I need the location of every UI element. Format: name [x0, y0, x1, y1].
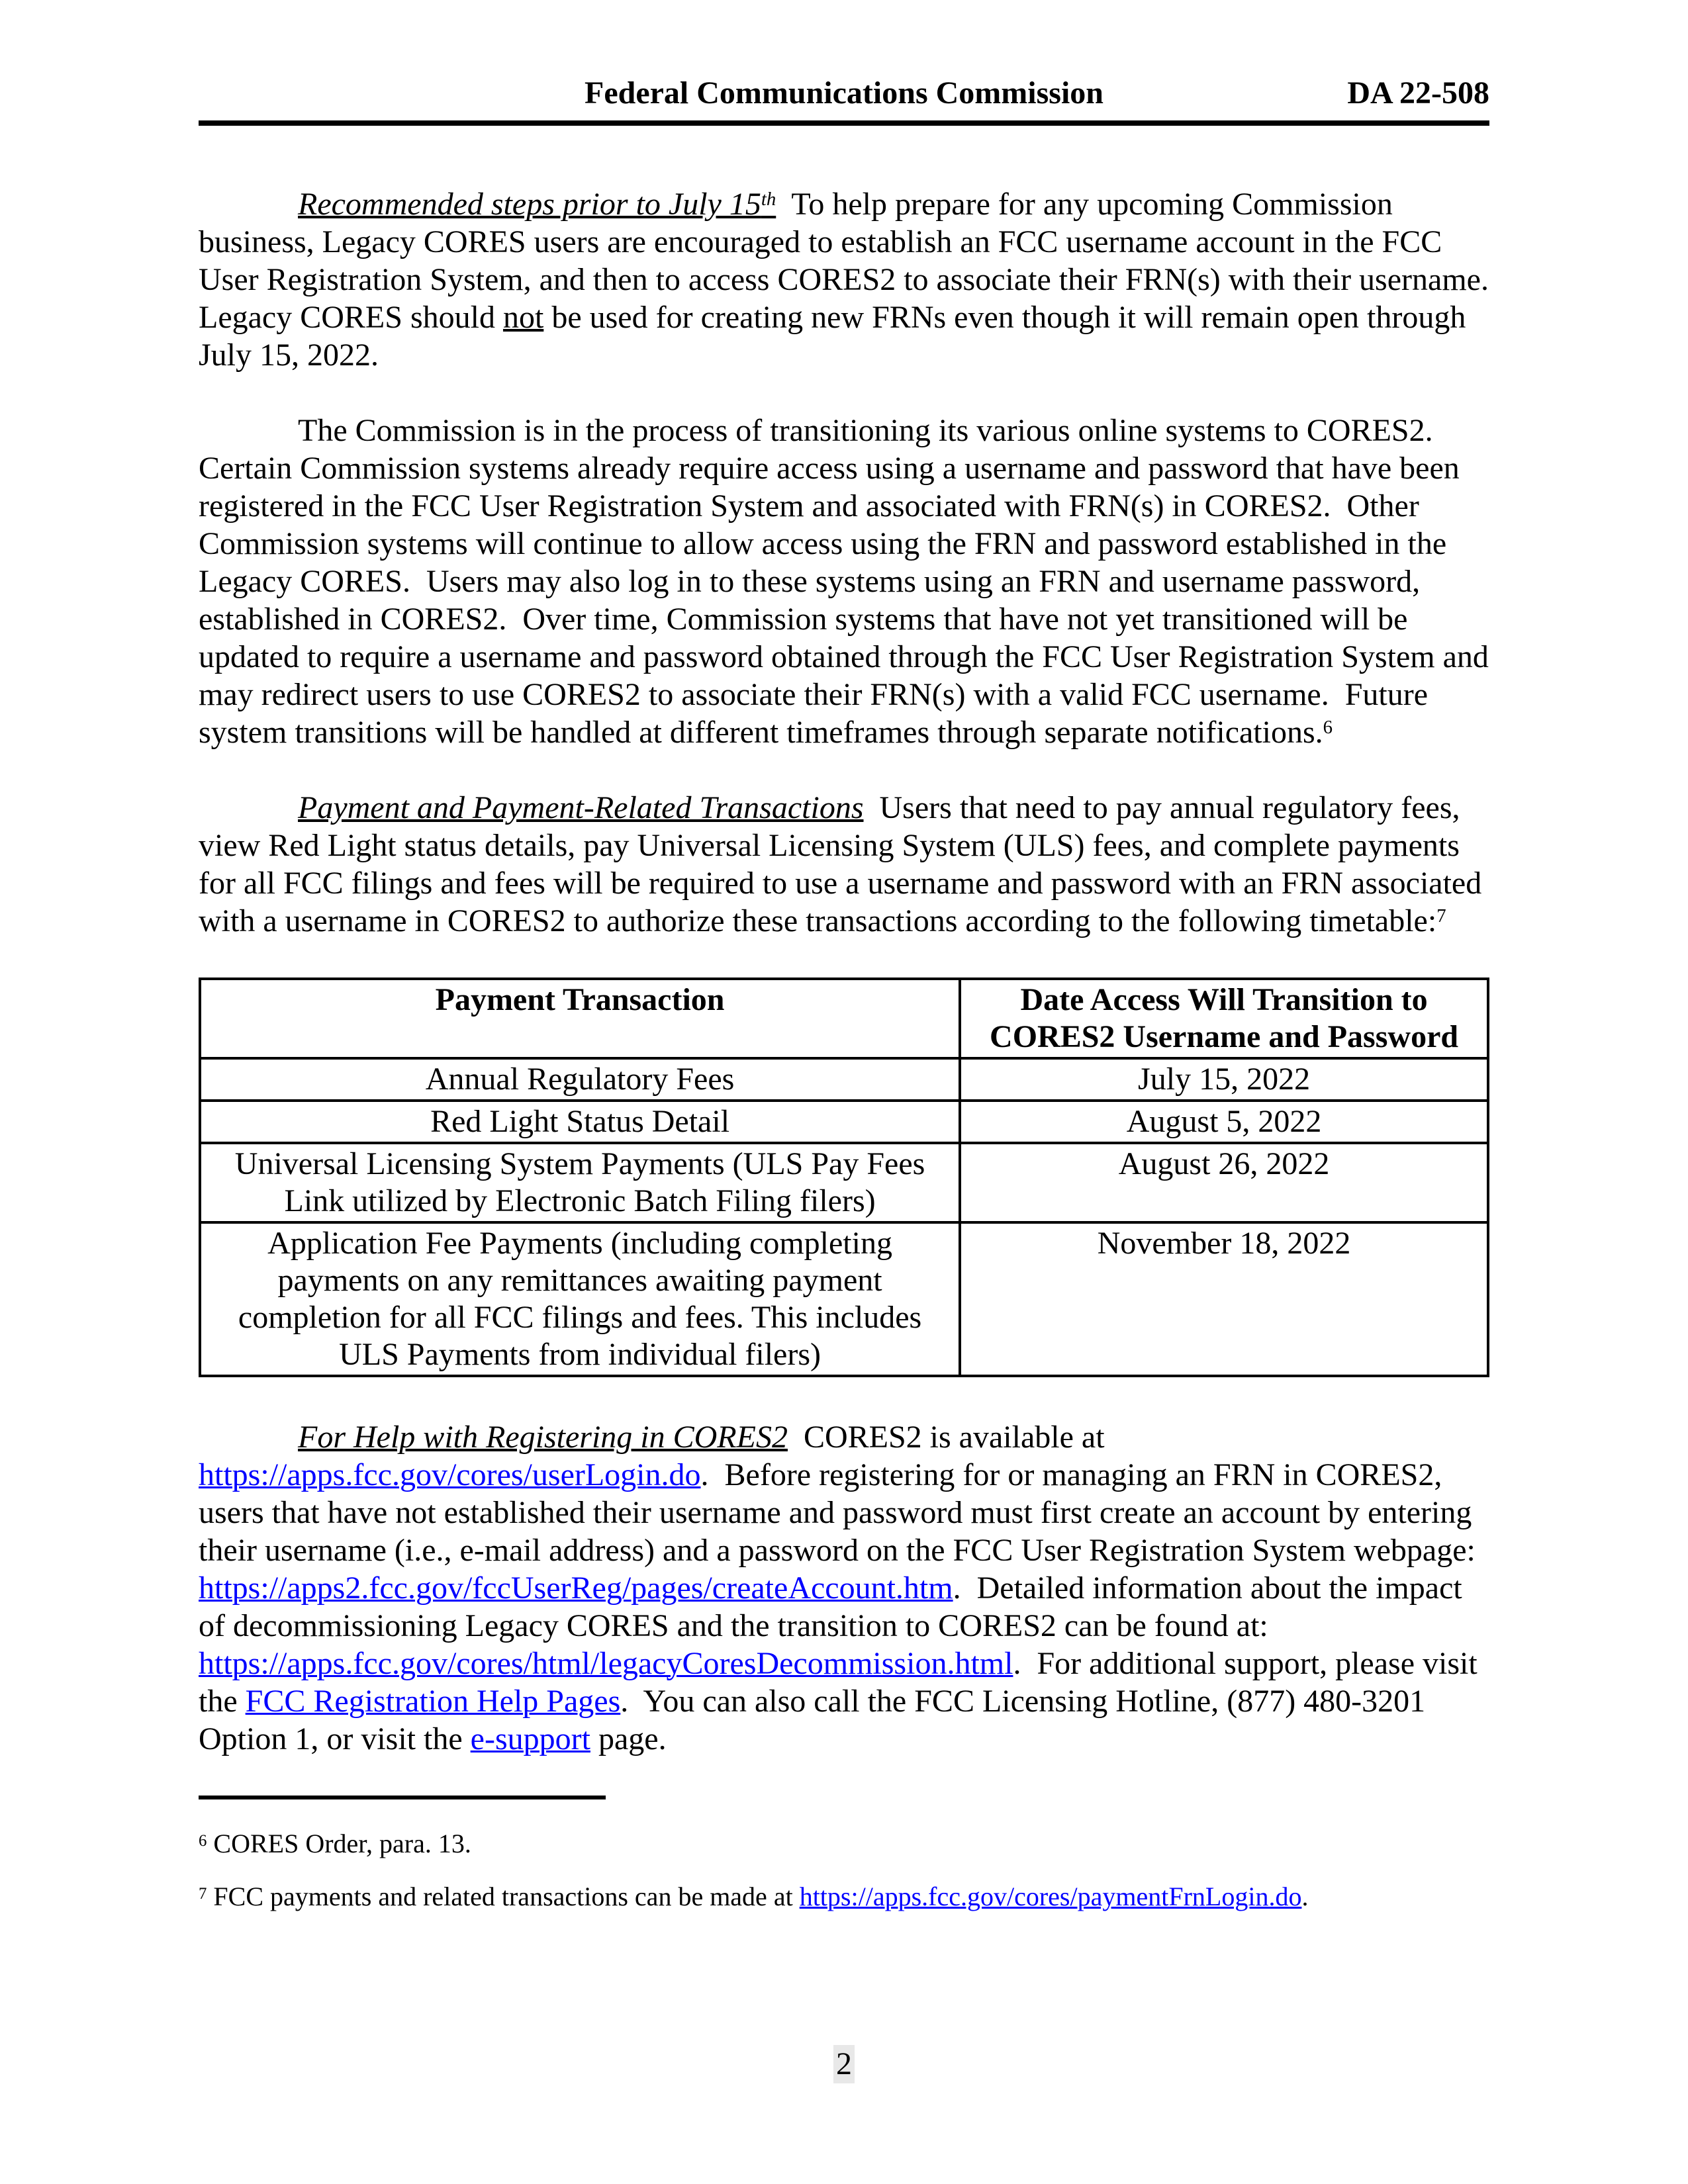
paragraph-lead-in [298, 187, 776, 222]
lead-in-text: Payment and Payment-Related Transactions [298, 790, 864, 825]
text-segment: CORES Order, para. 13. [207, 1829, 471, 1858]
text-segment: . Detailed information about the impact of decommissioning Legacy CORES and the transition to CORES2 can be found at: [199, 1570, 1470, 1643]
table-cell-transaction: Red Light Status Detail [200, 1101, 960, 1143]
hyperlink[interactable]: https://apps.fcc.gov/cores/userLogin.do [199, 1457, 701, 1492]
text-segment: . You can also call the FCC Licensing Hotline, (877) 480-3201 Option 1, or visit the [199, 1684, 1434, 1756]
hyperlink[interactable]: https://apps.fcc.gov/cores/paymentFrnLogin.do [799, 1882, 1302, 1911]
text-segment: CORES2 is available at [787, 1420, 1113, 1455]
text-segment: The Commission is in the process of transitioning its various online systems to CORES2. Certain Commission systems already require access using a username and password that have been registered in the FCC User Registration System and associated with FRN(s) in CORES2. Other Commission systems will continue to allow access using the FRN and password established in the Legacy CORES. Users may also log in to these systems using an FRN and username password, established in CORES2. Over time, Commission systems that have not yet transitioned will be updated to require a username and password obtained through the FCC User Registration System and may redirect users to use CORES2 to associate their FRN(s) with a valid FCC username. Future system transitions will be handled at different timeframes through separate notifications. [199, 413, 1497, 750]
table-cell-date: August 26, 2022 [960, 1143, 1488, 1222]
header-doc-number: DA 22-508 [1347, 75, 1489, 111]
table-row [200, 1222, 1488, 1376]
paragraph-lead-in [298, 1420, 788, 1455]
footnote-reference: 6 [199, 1831, 207, 1850]
footnote [199, 1827, 1489, 1860]
hyperlink[interactable]: e-support [470, 1721, 590, 1756]
table-row [200, 1058, 1488, 1101]
footnotes [199, 1827, 1489, 1913]
lead-in-text: For Help with Registering in CORES2 [298, 1420, 788, 1455]
text-segment: page. [590, 1721, 667, 1756]
table-cell-transaction: Universal Licensing System Payments (ULS Pay Fees Link utilized by Electronic Batch Filing filers) [200, 1143, 960, 1222]
table-cell-transaction: Application Fee Payments (including completing payments on any remittances awaiting payment completion for all FCC filings and fees. This includes ULS Payments from individual filers) [200, 1222, 960, 1376]
paragraph [199, 412, 1497, 751]
text-segment: FCC payments and related transactions can be made at [207, 1882, 800, 1911]
text-segment: be used for creating new FRNs even though it will remain open through July 15, 2022. [199, 300, 1474, 373]
footnote-reference: 7 [199, 1884, 207, 1903]
paragraph [199, 185, 1505, 374]
page-number: 2 [833, 2045, 855, 2083]
header-title: Federal Communications Commission [585, 75, 1103, 111]
footnote-reference: 6 [1323, 717, 1333, 739]
text-segment: . For additional support, please visit the [199, 1646, 1485, 1719]
table-row [200, 1143, 1488, 1222]
footnote-separator [199, 1796, 606, 1799]
text-segment: To help prepare for any upcoming Commission business, Legacy CORES users are encouraged to establish an FCC username account in the FCC User Registration System, and then to access CORES2 to associate their FRN(s) with their username. Legacy CORES should [199, 187, 1505, 335]
text-segment: . Before registering for or managing an FRN in CORES2, users that have not established their username and password must first create an account by entering their username (i.e., e-mail address) and a password on the FCC User Registration System webpage: [199, 1457, 1483, 1568]
text-segment: . [1301, 1882, 1309, 1911]
page-header [199, 74, 1489, 113]
table-row [200, 1101, 1488, 1143]
payment-table-head [200, 979, 1488, 1058]
underlined-text: not [502, 300, 544, 335]
document-body [199, 185, 1505, 1758]
table-cell-date: August 5, 2022 [960, 1101, 1488, 1143]
header-rule [199, 120, 1489, 126]
table-cell-date: July 15, 2022 [960, 1058, 1488, 1101]
hyperlink[interactable]: https://apps.fcc.gov/cores/html/legacyCoresDecommission.html [199, 1646, 1013, 1681]
footnote [199, 1880, 1489, 1913]
paragraph [199, 789, 1489, 940]
hyperlink[interactable]: https://apps2.fcc.gov/fccUserReg/pages/createAccount.htm [199, 1570, 953, 1606]
table-header-transaction: Payment Transaction [200, 979, 960, 1058]
paragraphs-after-table [199, 1418, 1489, 1758]
table-cell-date: November 18, 2022 [960, 1222, 1488, 1376]
table-cell-transaction: Annual Regulatory Fees [200, 1058, 960, 1101]
table-header-date: Date Access Will Transition to CORES2 Username and Password [960, 979, 1488, 1058]
payment-table-body [200, 1058, 1488, 1376]
superscript: th [761, 189, 776, 210]
payment-transition-table [199, 978, 1489, 1377]
paragraph-lead-in [298, 790, 864, 825]
paragraphs-before-table [199, 185, 1505, 940]
text-segment: Users that need to pay annual regulatory fees, view Red Light status details, pay Universal Licensing System (ULS) fees, and complete payments for all FCC filings and fees will be required to use a username and password with an FRN associated with a username in CORES2 to authorize these transactions according to the following timetable: [199, 790, 1490, 938]
footnote-reference: 7 [1436, 905, 1446, 927]
lead-in-text: Recommended steps prior to July 15 [298, 187, 761, 222]
hyperlink[interactable]: FCC Registration Help Pages [245, 1684, 621, 1719]
paragraph [199, 1418, 1489, 1758]
table-header-row [200, 979, 1488, 1058]
